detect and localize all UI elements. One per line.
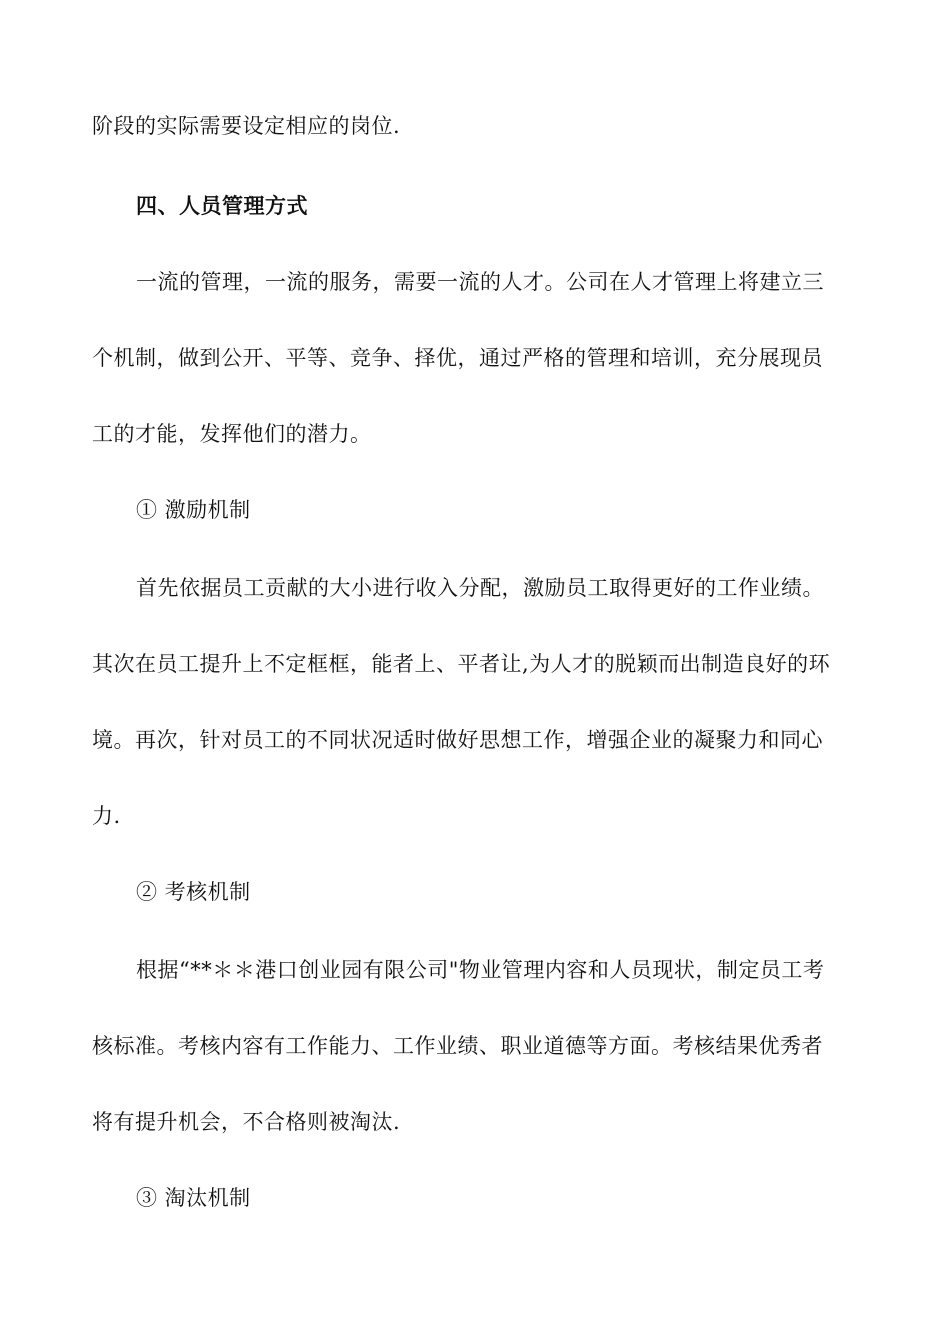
paragraph-line: 阶段的实际需要设定相应的岗位. — [92, 114, 401, 138]
subsection-title-incentive: ① 激励机制 — [136, 498, 251, 522]
paragraph-line: 一流的管理，一流的服务，需要一流的人才。公司在人才管理上将建立三 — [136, 270, 824, 294]
paragraph-line: 工的才能，发挥他们的潜力。 — [92, 422, 372, 446]
paragraph-line: 核标准。考核内容有工作能力、工作业绩、职业道德等方面。考核结果优秀者 — [92, 1034, 823, 1058]
paragraph-line: 将有提升机会，不合格则被淘汰. — [92, 1110, 401, 1134]
paragraph-line: 根据“**＊＊港口创业园有限公司"物业管理内容和人员现状，制定员工考 — [136, 958, 825, 982]
subsection-title-elimination: ③ 淘汰机制 — [136, 1186, 251, 1210]
paragraph-line: 个机制，做到公开、平等、竞争、择优，通过严格的管理和培训，充分展现员 — [92, 346, 823, 370]
section-heading: 四、人员管理方式 — [136, 193, 308, 218]
subsection-title-assessment: ② 考核机制 — [136, 880, 251, 904]
paragraph-line: 力. — [92, 804, 121, 828]
paragraph-line: 境。再次，针对员工的不同状况适时做好思想工作，增强企业的凝聚力和同心 — [92, 728, 823, 752]
paragraph-line: 其次在员工提升上不定框框，能者上、平者让,为人才的脱颖而出制造良好的环 — [92, 652, 831, 676]
paragraph-line: 首先依据员工贡献的大小进行收入分配，激励员工取得更好的工作业绩。 — [136, 576, 824, 600]
